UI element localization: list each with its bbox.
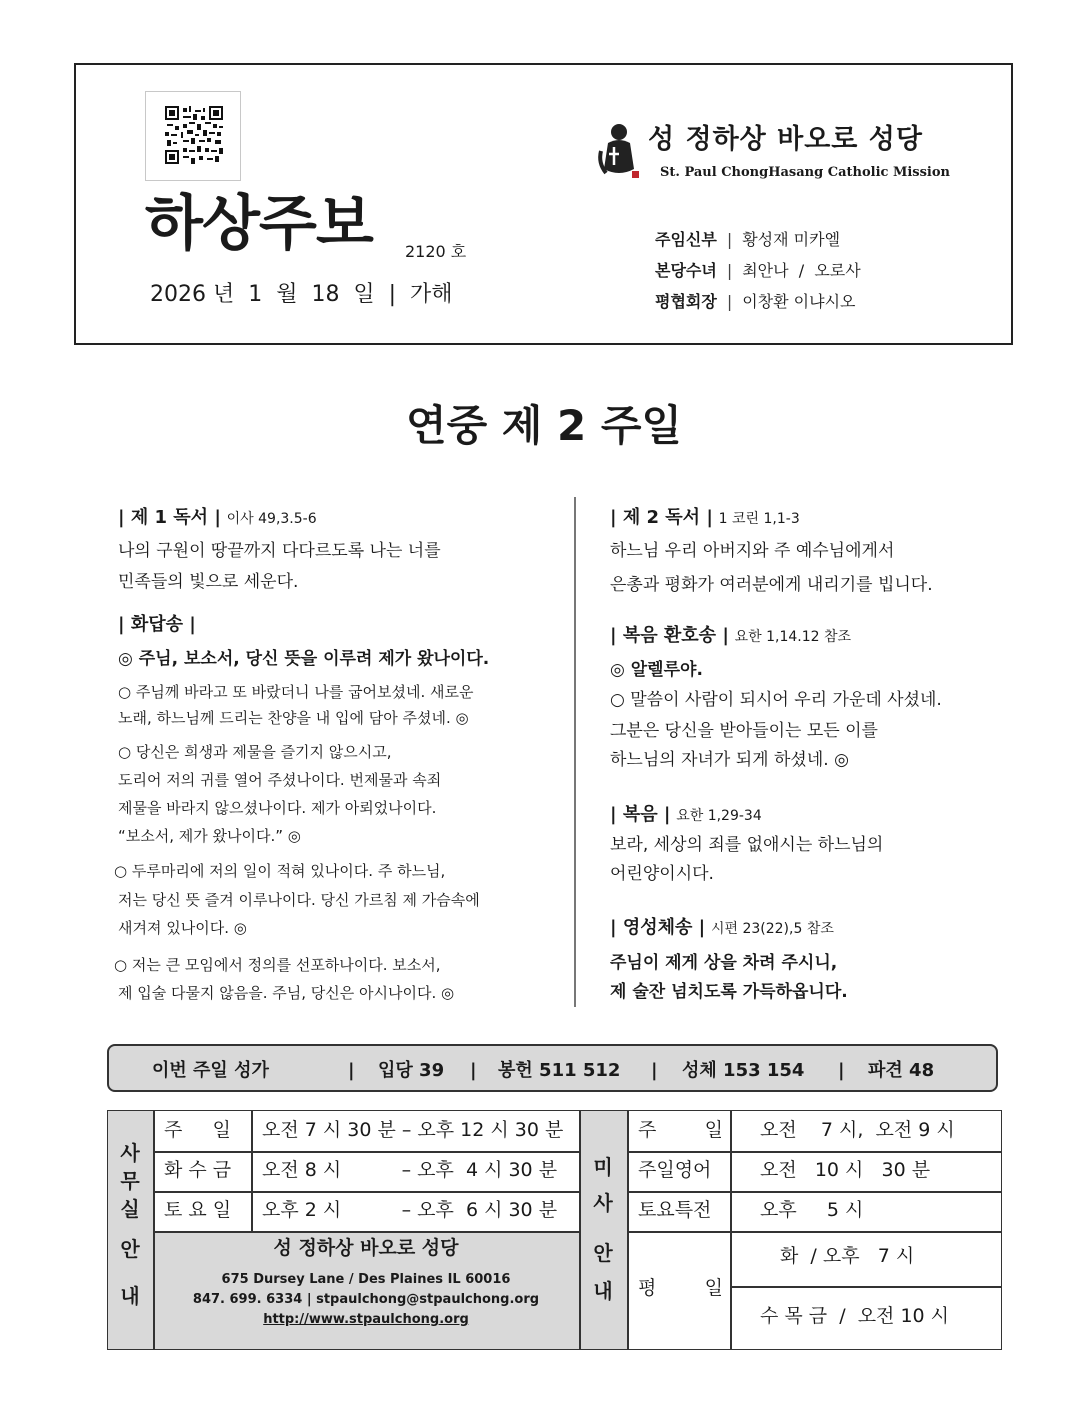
acclamation-label: | 복음 환호송 |: [610, 625, 729, 646]
second-reading-label: | 제 2 독서 |: [610, 507, 713, 528]
mass-label-char: 내: [593, 1279, 613, 1303]
first-reading-header: [118, 509, 317, 527]
gospel-ref: 요한 1,29-34: [676, 808, 762, 824]
mass-day: 주 일: [638, 1119, 724, 1141]
hymn-offertory: 봉헌 511 512: [498, 1060, 621, 1081]
mass-time: 오후 5 시: [760, 1199, 864, 1221]
qr-code-icon: [165, 106, 223, 164]
staff-name: 이창환 이냐시오: [742, 292, 856, 311]
psalm-verse-line: 제 입술 다물지 않음을. 주님, 당신은 아시나이다. ◎: [118, 984, 455, 1002]
church-logo-icon: [592, 121, 644, 183]
psalm-verse-line: 새겨져 있나이다. ◎: [118, 919, 247, 937]
acclamation-line: 하느님의 자녀가 되게 하셨네. ◎: [610, 750, 849, 770]
acclamation-line: ○ 말씀이 사람이 되시어 우리 가운데 사셨네.: [610, 690, 942, 710]
communion-line: 제 술잔 넘치도록 가득하옵니다.: [610, 982, 848, 1002]
first-reading-label: | 제 1 독서 |: [118, 507, 221, 528]
church-info-name: 성 정하상 바오로 성당: [273, 1237, 459, 1259]
church-info-address: 675 Dursey Lane / Des Plaines IL 60016: [221, 1272, 511, 1287]
mass-time: 오전 7 시, 오전 9 시: [760, 1119, 955, 1141]
office-label-char: 안: [120, 1237, 140, 1261]
second-reading-line: 은총과 평화가 여러분에게 내리기를 빕니다.: [610, 575, 933, 595]
office-day: 화 수 금: [164, 1159, 232, 1181]
psalm-header: [118, 616, 196, 634]
staff-role: 평협회장: [655, 292, 717, 311]
psalm-verse-line: 노래, 하느님께 드리는 찬양을 내 입에 담아 주셨네. ◎: [118, 709, 469, 727]
masthead-title: 하상주보: [145, 189, 373, 259]
office-label-char: 실: [120, 1197, 140, 1221]
office-label-char: 내: [120, 1284, 140, 1308]
mass-day: 주일영어: [638, 1159, 712, 1181]
communion-line: 주님이 제게 상을 차려 주시니,: [610, 953, 838, 973]
psalm-verse-line: ○ 두루마리에 저의 일이 적혀 있나이다. 주 하느님,: [114, 862, 446, 880]
hymn-separator: |: [651, 1060, 658, 1081]
issue-number: 2120 호: [405, 242, 467, 261]
sunday-title: 연중 제 2 주일: [406, 401, 682, 450]
communion-label: | 영성체송 |: [610, 917, 706, 938]
office-label-char: 무: [120, 1169, 140, 1193]
staff-name: 최안나 / 오로사: [742, 261, 861, 280]
mass-label-cell: [579, 1111, 627, 1349]
mass-day: 토요특전: [638, 1199, 712, 1221]
communion-ref: 시편 23(22),5 참조: [710, 921, 834, 937]
gospel-label: | 복음 |: [610, 804, 671, 825]
psalm-verse-line: “보소서, 제가 왔나이다.” ◎: [118, 827, 301, 845]
date-line: 2026 년 1 월 18 일 | 가해: [150, 282, 453, 307]
mass-weekday-label: 평 일: [638, 1277, 724, 1299]
staff-name: 황성재 미카엘: [742, 230, 841, 249]
office-day: 토 요 일: [164, 1199, 232, 1221]
staff-row-council: 평협회장 | 이창환 이냐시오: [655, 292, 856, 311]
second-reading-line: 하느님 우리 아버지와 주 예수님에게서: [610, 541, 895, 561]
second-reading-header: [610, 509, 800, 527]
office-time: 오후 2 시 – 오후 6 시 30 분: [262, 1199, 558, 1221]
hymn-label: 이번 주일 성가: [152, 1060, 269, 1081]
church-info-contact: 847. 699. 6334 | stpaulchong@stpaulchong.org: [192, 1292, 540, 1307]
hymn-dismissal: 파견 48: [868, 1060, 935, 1081]
church-name-korean: 성 정하상 바오로 성당: [648, 124, 923, 155]
acclamation-header: [610, 627, 851, 645]
hymn-communion: 성체 153 154: [682, 1060, 805, 1081]
gospel-line: 어린양이시다.: [610, 864, 714, 884]
schedule-table: [107, 1110, 1002, 1350]
qr-code: [145, 91, 241, 181]
staff-role: 주임신부: [655, 230, 717, 249]
psalm-verse-line: ○ 주님께 바라고 또 바랐더니 나를 굽어보셨네. 새로운: [118, 683, 474, 701]
column-divider: [574, 497, 576, 1007]
hymn-entrance: 입당 39: [378, 1060, 445, 1081]
acclamation-line: 그분은 당신을 받아들이는 모든 이를: [610, 721, 878, 741]
staff-role: 본당수녀: [655, 261, 717, 280]
office-time: 오전 8 시 – 오후 4 시 30 분: [262, 1159, 558, 1181]
psalm-label: | 화답송 |: [118, 614, 196, 635]
office-time: 오전 7 시 30 분 – 오후 12 시 30 분: [262, 1119, 564, 1141]
hymn-separator: |: [348, 1060, 355, 1081]
first-reading-line: 나의 구원이 땅끝까지 다다르도록 나는 너를: [118, 541, 441, 561]
mass-weekday-time: 수 목 금 / 오전 10 시: [760, 1305, 950, 1327]
first-reading-ref: 이사 49,3.5-6: [226, 511, 317, 527]
mass-label-char: 미: [593, 1155, 613, 1179]
mass-label-char: 사: [593, 1191, 613, 1215]
mass-label-char: 안: [593, 1241, 613, 1265]
church-website-link[interactable]: http://www.stpaulchong.org: [263, 1312, 469, 1327]
office-day: 주 일: [164, 1119, 231, 1141]
second-reading-ref: 1 코린 1,1-3: [718, 511, 800, 527]
mass-time: 오전 10 시 30 분: [760, 1159, 931, 1181]
acclamation-ref: 요한 1,14.12 참조: [734, 629, 852, 645]
psalm-verse-line: 도리어 저의 귀를 열어 주셨나이다. 번제물과 속죄: [118, 771, 442, 789]
first-reading-line: 민족들의 빛으로 세운다.: [118, 572, 299, 592]
gospel-header: [610, 806, 762, 824]
psalm-verse-line: 저는 당신 뜻 즐겨 이루나이다. 당신 가르침 제 가슴속에: [118, 891, 480, 909]
psalm-verse-line: ○ 저는 큰 모임에서 정의를 선포하나이다. 보소서,: [114, 956, 441, 974]
hymn-separator: |: [470, 1060, 477, 1081]
hymn-separator: |: [838, 1060, 845, 1081]
gospel-line: 보라, 세상의 죄를 없애시는 하느님의: [610, 835, 884, 855]
communion-header: [610, 919, 834, 937]
staff-row-pastor: 주임신부 | 황성재 미카엘: [655, 230, 841, 249]
psalm-verse-line: 제물을 바라지 않으셨나이다. 제가 아뢰었나이다.: [118, 799, 437, 817]
church-name-english: St. Paul ChongHasang Catholic Mission: [660, 165, 950, 180]
psalm-verse-line: ○ 당신은 희생과 제물을 즐기지 않으시고,: [118, 743, 392, 761]
staff-row-sister: 본당수녀 | 최안나 / 오로사: [655, 261, 861, 280]
acclamation-response: ◎ 알렐루야.: [610, 660, 703, 680]
psalm-response: ◎ 주님, 보소서, 당신 뜻을 이루려 제가 왔나이다.: [118, 649, 490, 669]
office-label-char: 사: [120, 1141, 140, 1165]
mass-weekday-time: 화 / 오후 7 시: [780, 1245, 915, 1267]
